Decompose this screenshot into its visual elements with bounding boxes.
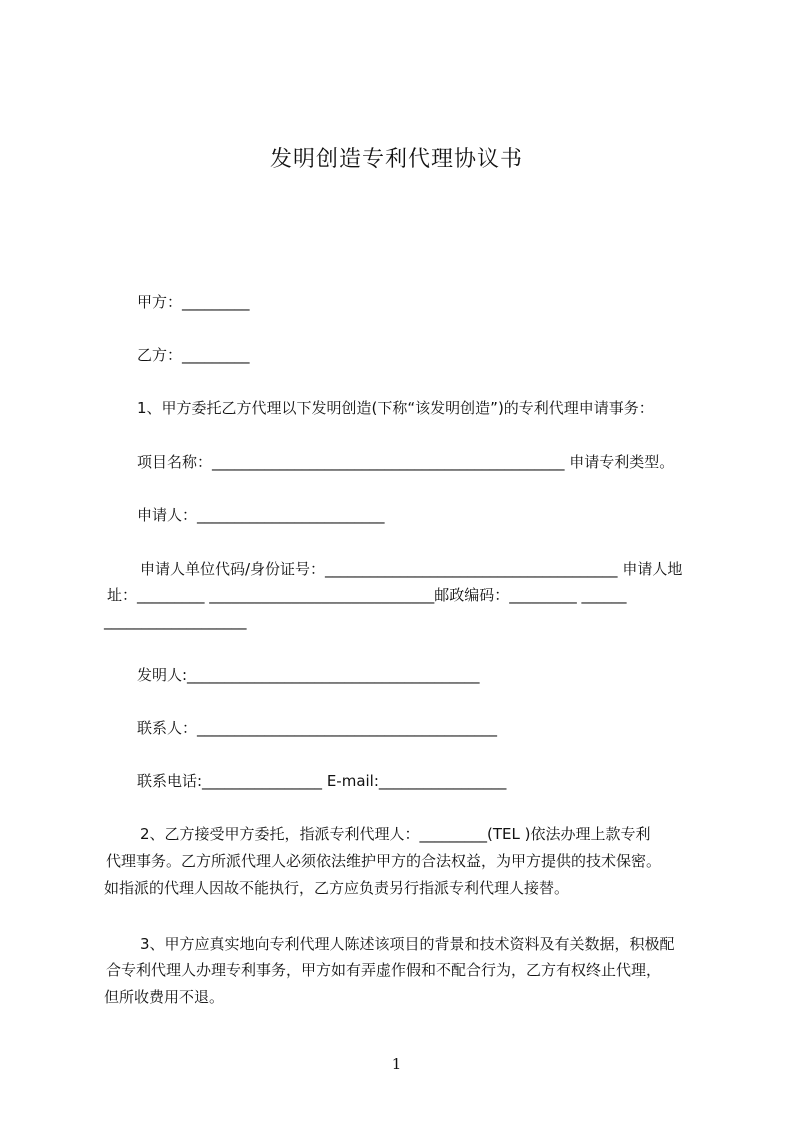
- applicant-line: 申请人：_________________________: [137, 506, 385, 524]
- document-title: 发明创造专利代理协议书: [269, 147, 523, 172]
- clause-3-line-1: 3、甲方应真实地向专利代理人陈述该项目的背景和技术资料及有关数据，积极配: [140, 935, 675, 953]
- clause-1-text: 1、甲方委托乙方代理以下发明创造(下称“该发明创造”)的专利代理申请事务：: [137, 399, 654, 417]
- party-a-line: 甲方：_________: [137, 293, 250, 311]
- clause-3-line-2: 合专利代理人办理专利事务，甲方如有弄虚作假和不配合行为，乙方有权终止代理，: [106, 961, 662, 979]
- clause-2-line-1: 2、乙方接受甲方委托，指派专利代理人：_________(TEL )依法办理上款专利: [140, 825, 651, 843]
- party-b-line: 乙方：_________: [137, 346, 250, 364]
- clause-3-line-3: 但所收费用不退。: [104, 988, 225, 1006]
- page-number: 1: [391, 1055, 402, 1073]
- contact-phone-line: 联系电话:________________ E-mail:_________________: [137, 772, 507, 790]
- applicant-id-line-3: ___________________: [104, 612, 247, 630]
- clause-2-line-3: 如指派的代理人因故不能执行，乙方应负责另行指派专利代理人接替。: [104, 879, 570, 897]
- applicant-id-line-2: 址：_________ ______________________________邮政编码：_________ ______: [107, 586, 627, 604]
- inventor-line: 发明人:_______________________________________: [137, 666, 480, 684]
- clause-2-line-2: 代理事务。乙方所派代理人必须依法维护甲方的合法权益，为甲方提供的技术保密。: [106, 852, 662, 870]
- project-name-line: 项目名称：_______________________________________________ 申请专利类型。: [137, 453, 675, 471]
- contact-person-line: 联系人：________________________________________: [137, 719, 498, 737]
- applicant-id-line-1: 申请人单位代码/身份证号：_______________________________________ 申请人地: [140, 560, 683, 578]
